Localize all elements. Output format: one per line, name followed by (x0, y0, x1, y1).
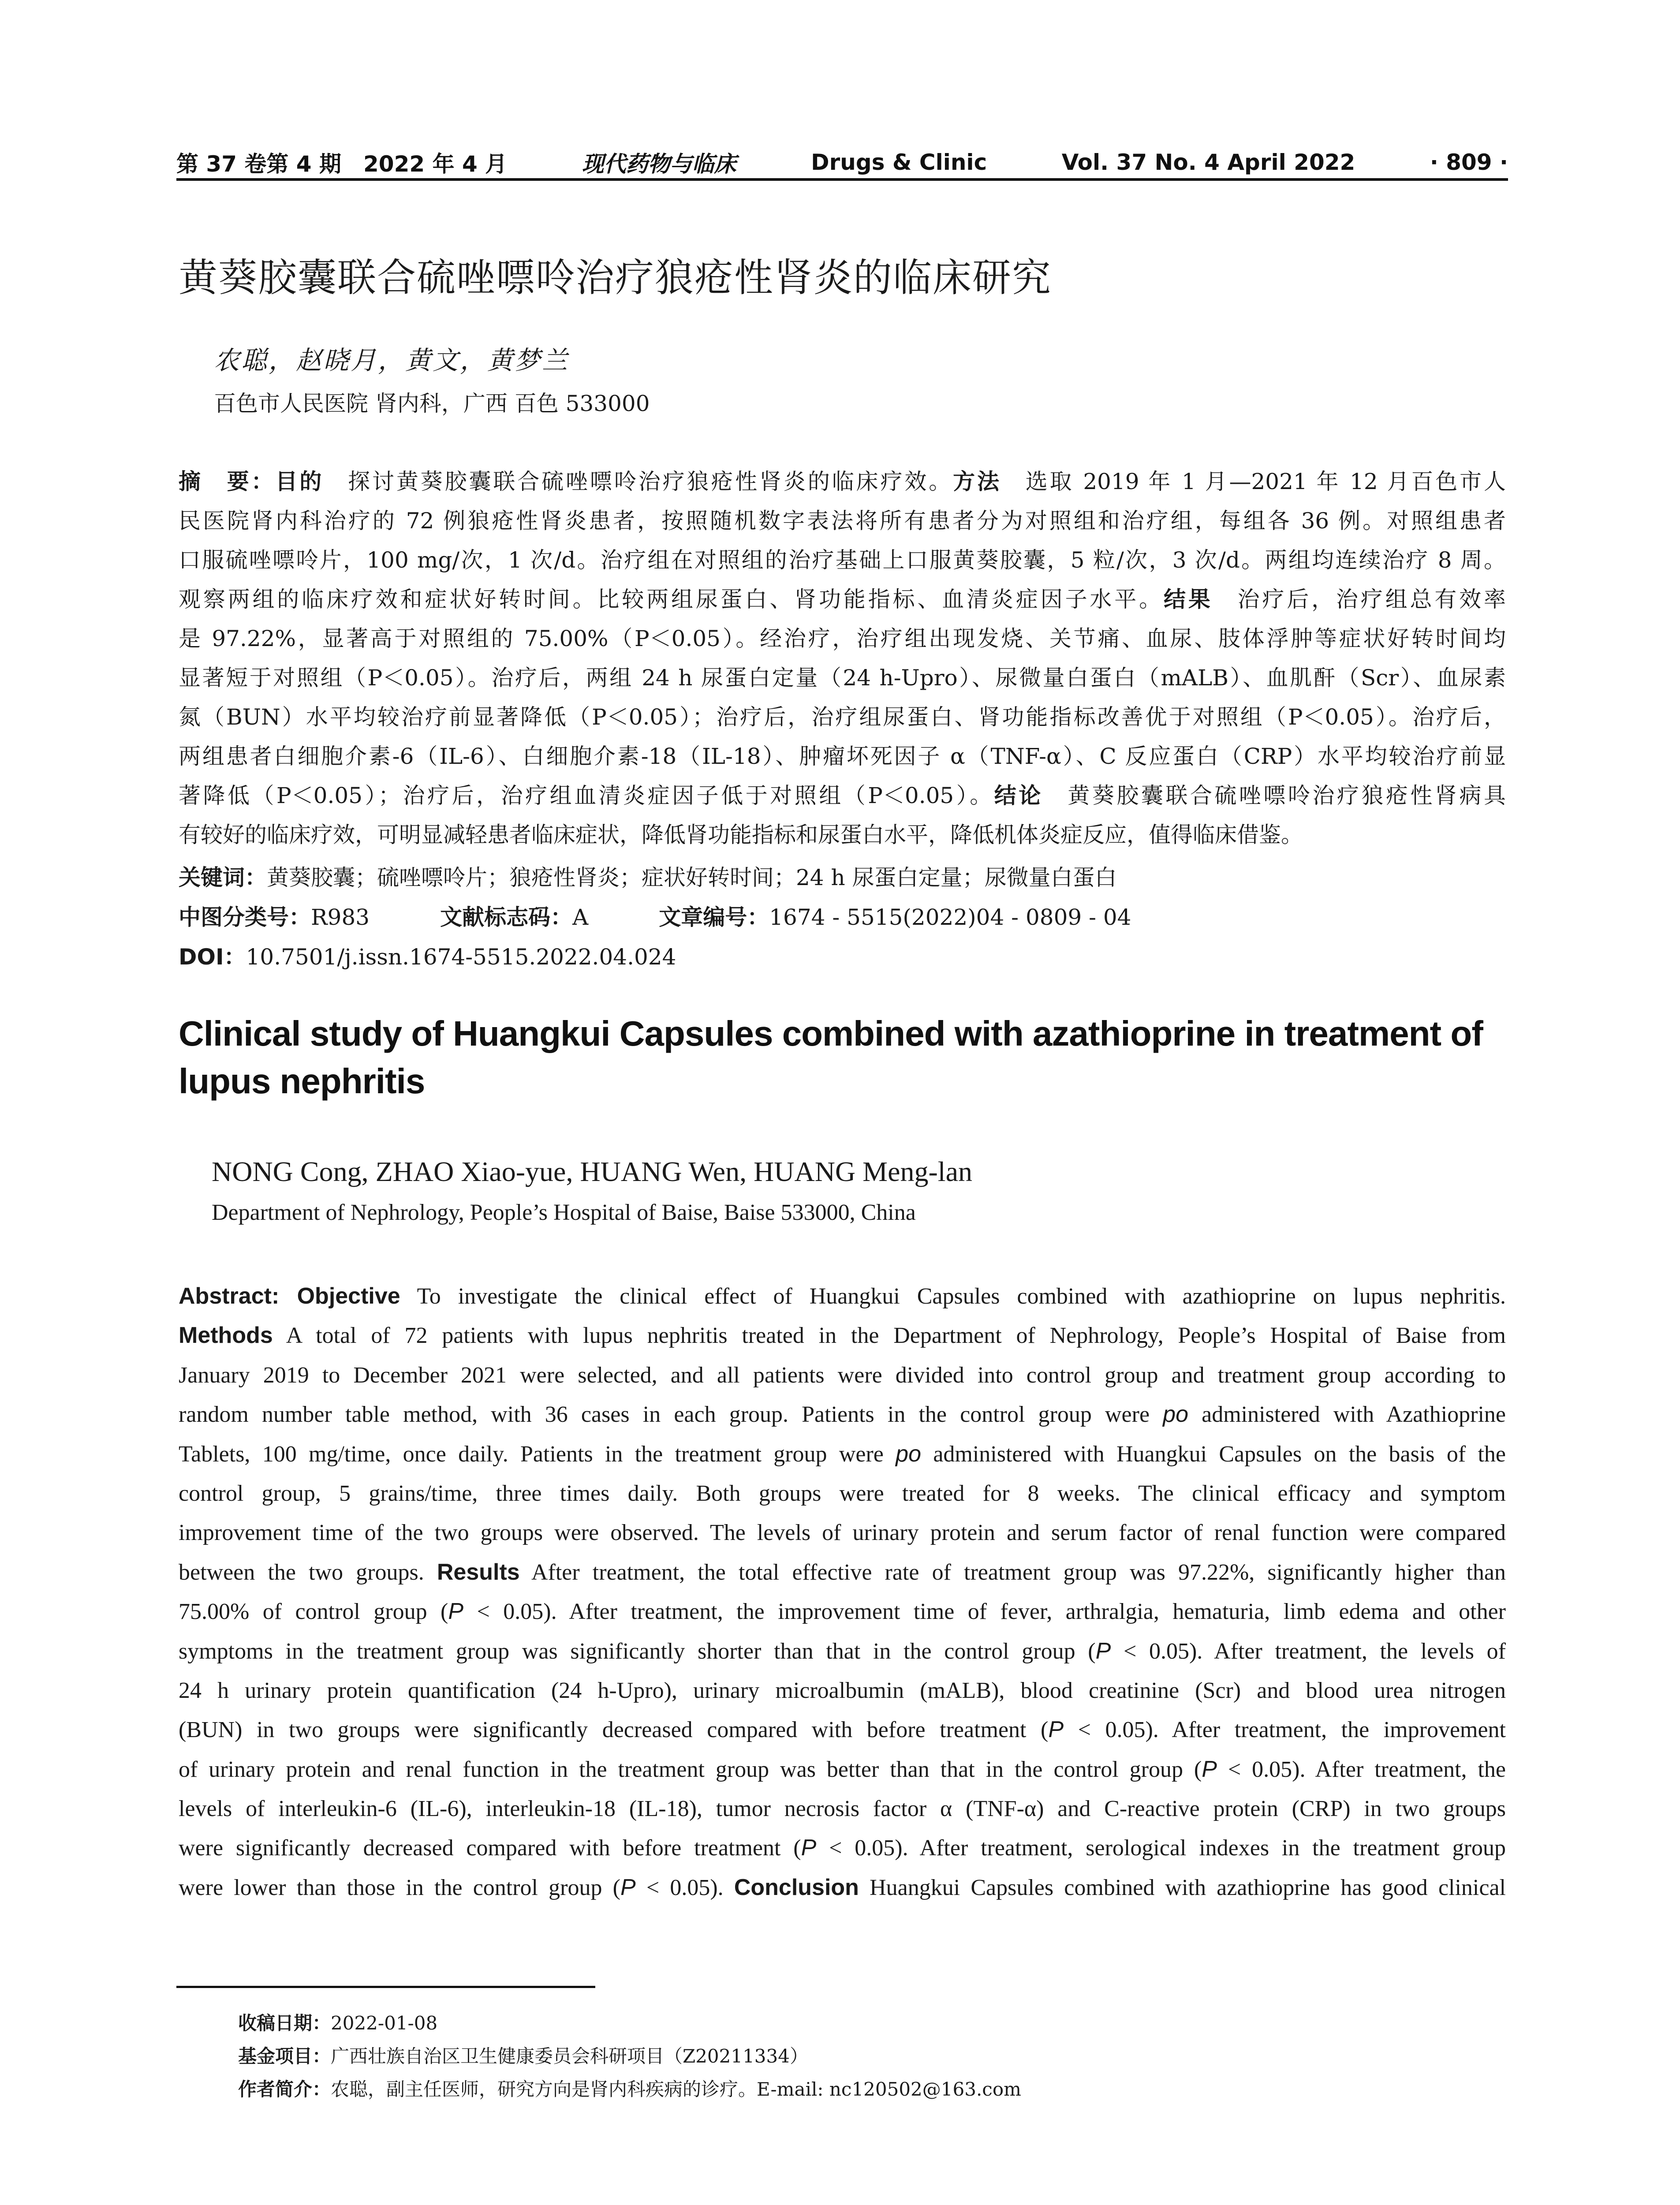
abstract-en-text: between the two groups. (179, 1559, 437, 1585)
abstract-en-line (179, 1553, 1506, 1592)
abstract-cn-line (179, 619, 1506, 658)
footnote-author (238, 2075, 1021, 2101)
abstract-en-italic: P (1048, 1717, 1064, 1743)
abstract-conclusion-label: Conclusion (734, 1874, 859, 1900)
abstract-en-text: random number table method, with 36 cases in each group. Patients in the control group were (179, 1402, 1163, 1428)
title-en: Clinical study of Huangkui Capsules combined with azathioprine in treatment of lupus nephritis (179, 1014, 1483, 1101)
abstract-en-line (179, 1828, 1506, 1868)
abstract-objective-label: Abstract: Objective (179, 1283, 400, 1309)
header-volume-en: Vol. 37 No. 4 April 2022 (1061, 149, 1355, 175)
abstract-en-line (179, 1277, 1506, 1316)
abstract-cn-text: 选取 2019 年 1 月—2021 年 12 月百色市人 (1001, 469, 1506, 494)
author-bio-label: 作者简介： (238, 2078, 331, 2100)
received-label: 收稿日期： (238, 2012, 331, 2034)
abstract-cn-section-label: 目的 (275, 469, 324, 494)
abstract-cn-text: 民医院肾内科治疗的 72 例狼疮性肾炎患者，按照随机数字表法将所有患者分为对照组和治疗组，每组各 36 例。对照组患者 (179, 508, 1506, 534)
doc-code-value: A (572, 904, 589, 930)
abstract-en-text: administered with Azathioprine (1188, 1402, 1506, 1428)
abstract-en-text: 75.00% of control group ( (179, 1599, 448, 1625)
clc-label: 中图分类号： (179, 904, 311, 930)
doi-line (179, 939, 676, 971)
abstract-cn-text: 观察两组的临床疗效和症状好转时间。比较两组尿蛋白、肾功能指标、血清炎症因子水平。 (179, 587, 1164, 612)
abstract-cn-text: 有较好的临床疗效，可明显减轻患者临床症状，降低肾功能指标和尿蛋白水平，降低机体炎症反应，值得临床借鉴。 (179, 822, 1303, 848)
abstract-en-line (179, 1395, 1506, 1434)
abstract-cn-text: 治疗后，治疗组总有效率 (1213, 587, 1506, 612)
footnote-received (238, 2009, 437, 2035)
abstract-en-text: Huangkui Capsules combined with azathioprine has good clinical (859, 1875, 1506, 1900)
abstract-en-text: A total of 72 patients with lupus nephritis treated in the Department of Nephrology, People’s Hospital of Baise from (273, 1323, 1506, 1349)
abstract-en-text: < 0.05). (635, 1875, 734, 1900)
abstract-cn-text: 著降低（P＜0.05）；治疗后，治疗组血清炎症因子低于对照组（P＜0.05）。 (179, 783, 994, 808)
abstract-cn-line (179, 580, 1506, 619)
abstract-cn-text: 是 97.22%，显著高于对照组的 75.00%（P＜0.05）。经治疗，治疗组出现发烧、关节痛、血尿、肢体浮肿等症状好转时间均 (179, 626, 1506, 651)
abstract-en-text: After treatment, the total effective rate of treatment group was 97.22%, significantly higher than (519, 1559, 1506, 1585)
abstract-en-line (179, 1632, 1506, 1671)
footnote-rule (176, 1986, 595, 1988)
abstract-cn-line (179, 501, 1506, 541)
footnote-fund (238, 2042, 808, 2068)
abstract-en-text: administered with Huangkui Capsules on the basis of the (921, 1441, 1506, 1467)
abstract-cn-line (179, 776, 1506, 815)
received-date: 2022-01-08 (331, 2012, 438, 2034)
affiliation-cn: 百色市人民医院 肾内科，广西 百色 533000 (214, 391, 650, 416)
abstract-cn-text: 黄葵胶囊联合硫唑嘌呤治疗狼疮性肾病具 (1043, 783, 1506, 808)
abstract-cn-section-label: 结论 (994, 783, 1043, 808)
header-journal-en: Drugs & Clinic (811, 149, 987, 175)
abstract-cn-text: 两组患者白细胞介素-6（IL-6）、白细胞介素-18（IL-18）、肿瘤坏死因子 α（TNF-α）、C 反应蛋白（CRP）水平均较治疗前显 (179, 744, 1506, 769)
abstract-en-text: (BUN) in two groups were significantly decreased compared with before treatment ( (179, 1717, 1049, 1743)
abstract-en-text: Tablets, 100 mg/time, once daily. Patients in the treatment group were (179, 1441, 896, 1467)
abstract-en (179, 1277, 1506, 1907)
abstract-cn-line (179, 815, 1506, 855)
abstract-cn-line (179, 462, 1506, 501)
clc-value: R983 (311, 904, 370, 930)
abstract-cn-text: 氮（BUN）水平均较治疗前显著降低（P＜0.05）；治疗后，治疗组尿蛋白、肾功能指标改善优于对照组（P＜0.05）。治疗后， (179, 704, 1506, 730)
header-volume-cn: 第 37 卷第 4 期 2022 年 4 月 (176, 151, 508, 177)
author-bio-text: 农聪，副主任医师，研究方向是肾内科疾病的诊疗。E-mail: nc120502@163.com (331, 2078, 1021, 2100)
abstract-en-line (179, 1435, 1506, 1474)
abstract-cn-text: 探讨黄葵胶囊联合硫唑嘌呤治疗狼疮性肾炎的临床疗效。 (324, 469, 953, 494)
abstract-en-text: were significantly decreased compared with before treatment ( (179, 1835, 801, 1861)
abstract-methods-label: Methods (179, 1323, 273, 1349)
abstract-en-line: control group, 5 grains/time, three times daily. Both groups were treated for 8 weeks. The clinical efficacy and symptom (179, 1480, 1506, 1506)
abstract-cn-line (179, 737, 1506, 776)
abstract-en-line: 24 h urinary protein quantification (24 h-Upro), urinary microalbumin (mALB), blood creatinine (Scr) and blood urea nitrogen (179, 1678, 1506, 1703)
abstract-cn-line (179, 541, 1506, 580)
abstract-en-italic: P (801, 1835, 817, 1861)
abstract-en-italic: P (1095, 1638, 1111, 1664)
abstract-en-italic: P (1202, 1756, 1217, 1782)
abstract-en-italic: po (896, 1441, 922, 1467)
fund-label: 基金项目： (238, 2045, 331, 2067)
abstract-cn-line (179, 698, 1506, 737)
abstract-results-label: Results (437, 1559, 520, 1585)
header-journal-cn: 现代药物与临床 (582, 151, 736, 177)
abstract-cn-section-label: 结果 (1163, 587, 1213, 612)
abstract-en-text: < 0.05). After treatment, the improvement time of fever, arthralgia, hematuria, limb edema and other (463, 1599, 1506, 1625)
title-cn: 黄葵胶囊联合硫唑嘌呤治疗狼疮性肾炎的临床研究 (179, 255, 1052, 300)
abstract-en-line (179, 1592, 1506, 1631)
abstract-en-line: improvement time of the two groups were observed. The levels of urinary protein and serum factor of renal function were compared (179, 1520, 1506, 1546)
keywords-label: 关键词： (179, 865, 267, 890)
authors-en: NONG Cong, ZHAO Xiao-yue, HUANG Wen, HUANG Meng-lan (212, 1156, 972, 1187)
abstract-en-text: < 0.05). After treatment, the improvement (1064, 1717, 1506, 1743)
abstract-cn (179, 462, 1506, 855)
abstract-cn-text: 口服硫唑嘌呤片，100 mg/次，1 次/d。治疗组在对照组的治疗基础上口服黄葵胶囊，5 粒/次，3 次/d。两组均连续治疗 8 周。 (179, 547, 1506, 573)
abstract-en-text: of urinary protein and renal function in the treatment group was better than that in the control group ( (179, 1757, 1202, 1782)
authors-cn: 农聪，赵晓月，黄文，黄梦兰 (214, 345, 570, 375)
abstract-en-italic: P (620, 1874, 636, 1900)
abstract-cn-text: 显著短于对照组（P＜0.05）。治疗后，两组 24 h 尿蛋白定量（24 h-Upro）、尿微量白蛋白（mALB）、血肌酐（Scr）、血尿素 (179, 665, 1506, 691)
abstract-en-line: January 2019 to December 2021 were selected, and all patients were divided into control group and treatment group according to (179, 1362, 1506, 1388)
abstract-cn-section-label: 方法 (953, 469, 1001, 494)
header-page-number: · 809 · (1430, 149, 1508, 175)
article-number-label: 文章编号： (659, 904, 769, 930)
abstract-en-text: < 0.05). After treatment, the levels of (1111, 1638, 1506, 1664)
running-header (176, 140, 1508, 184)
abstract-cn-line (179, 658, 1506, 698)
article-number-value: 1674 - 5515(2022)04 - 0809 - 04 (769, 904, 1131, 930)
abstract-en-italic: po (1163, 1401, 1188, 1428)
classification-line (179, 900, 1131, 931)
abstract-en-line (179, 1316, 1506, 1355)
keywords-text: 黄葵胶囊；硫唑嘌呤片；狼疮性肾炎；症状好转时间；24 h 尿蛋白定量；尿微量白蛋白 (267, 865, 1117, 890)
header-rule (176, 178, 1508, 181)
abstract-en-line (179, 1868, 1506, 1907)
abstract-en-text: symptoms in the treatment group was significantly shorter than that in the control group ( (179, 1638, 1096, 1664)
abstract-en-text: < 0.05). After treatment, serological indexes in the treatment group (816, 1835, 1506, 1861)
abstract-en-line (179, 1750, 1506, 1789)
doi-value[interactable]: 10.7501/j.issn.1674-5515.2022.04.024 (246, 944, 676, 970)
abstract-en-line (179, 1710, 1506, 1749)
abstract-en-line: levels of interleukin-6 (IL-6), interleukin-18 (IL-18), tumor necrosis factor α (TNF-α) and C-reactive protein (CRP) in two groups (179, 1796, 1506, 1822)
keywords-cn (179, 860, 1117, 892)
abstract-cn-label: 摘 要： (179, 469, 276, 494)
fund-text: 广西壮族自治区卫生健康委员会科研项目（Z20211334） (331, 2045, 808, 2067)
abstract-en-text: were lower than those in the control group ( (179, 1875, 620, 1900)
abstract-en-italic: P (448, 1599, 464, 1625)
affiliation-en: Department of Nephrology, People’s Hospital of Baise, Baise 533000, China (212, 1200, 916, 1225)
abstract-en-text: < 0.05). After treatment, the (1217, 1757, 1506, 1782)
doc-code-label: 文献标志码： (440, 904, 573, 930)
doi-label: DOI： (179, 944, 246, 970)
abstract-en-text: To investigate the clinical effect of Huangkui Capsules combined with azathioprine on lupus nephritis. (400, 1284, 1506, 1309)
